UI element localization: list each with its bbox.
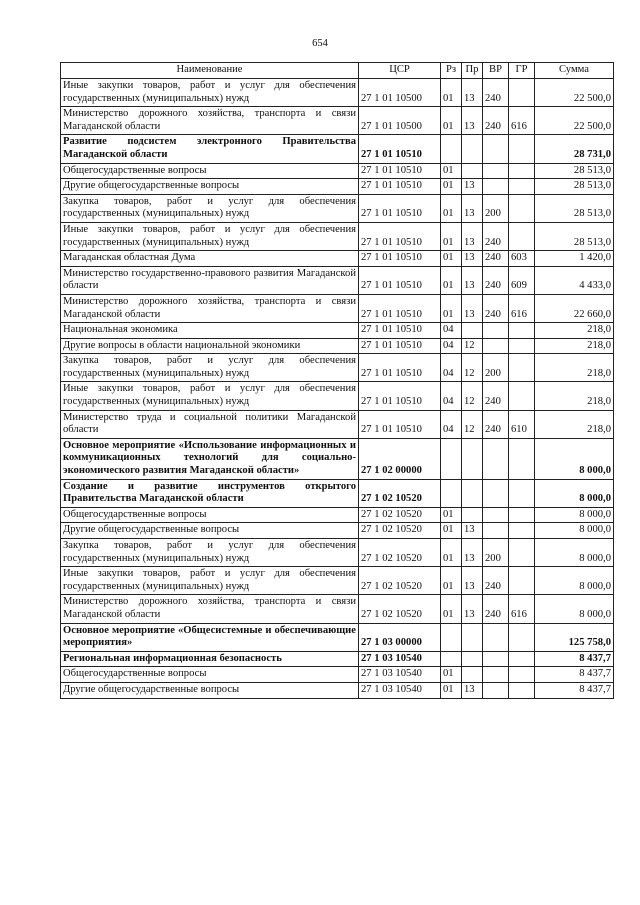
cell-csr: 27 1 02 10520 — [359, 567, 441, 595]
cell-rz: 01 — [441, 595, 462, 623]
cell-sum: 218,0 — [535, 354, 614, 382]
header-name: Наименование — [61, 63, 359, 79]
cell-csr: 27 1 02 10520 — [359, 479, 441, 507]
cell-sum: 218,0 — [535, 338, 614, 354]
cell-vr — [483, 507, 509, 523]
table-row — [61, 623, 614, 651]
table-row — [61, 163, 614, 179]
header-csr: ЦСР — [359, 63, 441, 79]
cell-vr: 240 — [483, 567, 509, 595]
header-pr: Пр — [462, 63, 483, 79]
cell-pr: 13 — [462, 294, 483, 322]
cell-gr — [509, 623, 535, 651]
cell-vr: 240 — [483, 251, 509, 267]
cell-rz: 01 — [441, 507, 462, 523]
cell-gr: 616 — [509, 107, 535, 135]
cell-rz: 01 — [441, 294, 462, 322]
cell-name: Закупка товаров, работ и услуг для обеспечения государственных (муниципальных) нужд — [61, 354, 359, 382]
cell-name: Другие вопросы в области национальной экономики — [61, 338, 359, 354]
cell-rz: 01 — [441, 667, 462, 683]
table-row — [61, 222, 614, 250]
cell-name: Общегосударственные вопросы — [61, 163, 359, 179]
cell-vr: 200 — [483, 539, 509, 567]
table-row — [61, 410, 614, 438]
page-number: 654 — [312, 38, 328, 49]
cell-gr — [509, 667, 535, 683]
cell-pr: 12 — [462, 354, 483, 382]
cell-name: Закупка товаров, работ и услуг для обеспечения государственных (муниципальных) нужд — [61, 539, 359, 567]
table-row — [61, 251, 614, 267]
cell-rz — [441, 623, 462, 651]
cell-gr — [509, 222, 535, 250]
cell-csr: 27 1 01 10510 — [359, 294, 441, 322]
cell-pr: 13 — [462, 567, 483, 595]
cell-sum: 28 731,0 — [535, 135, 614, 163]
cell-name: Иные закупки товаров, работ и услуг для обеспечения государственных (муниципальных) нужд — [61, 79, 359, 107]
cell-vr — [483, 651, 509, 667]
cell-rz — [441, 438, 462, 479]
cell-name: Министерство дорожного хозяйства, транспорта и связи Магаданской области — [61, 294, 359, 322]
cell-csr: 27 1 01 10500 — [359, 79, 441, 107]
cell-sum: 22 660,0 — [535, 294, 614, 322]
cell-csr: 27 1 02 10520 — [359, 539, 441, 567]
header-sum: Сумма — [535, 63, 614, 79]
cell-vr — [483, 479, 509, 507]
table-row — [61, 651, 614, 667]
cell-csr: 27 1 02 10520 — [359, 523, 441, 539]
cell-rz: 04 — [441, 323, 462, 339]
cell-name: Другие общегосударственные вопросы — [61, 682, 359, 698]
table-row — [61, 567, 614, 595]
cell-csr: 27 1 01 10510 — [359, 410, 441, 438]
cell-rz: 01 — [441, 222, 462, 250]
cell-pr: 13 — [462, 179, 483, 195]
cell-gr — [509, 338, 535, 354]
cell-csr: 27 1 01 10510 — [359, 251, 441, 267]
cell-pr: 13 — [462, 107, 483, 135]
cell-gr — [509, 163, 535, 179]
cell-name: Общегосударственные вопросы — [61, 667, 359, 683]
cell-sum: 22 500,0 — [535, 107, 614, 135]
cell-gr — [509, 651, 535, 667]
cell-gr — [509, 438, 535, 479]
cell-csr: 27 1 02 00000 — [359, 438, 441, 479]
cell-rz: 01 — [441, 567, 462, 595]
cell-sum: 22 500,0 — [535, 79, 614, 107]
cell-vr — [483, 179, 509, 195]
cell-name: Основное мероприятие «Использование информационных и коммуникационных технологий для социально-экономического развития Магаданской области» — [61, 438, 359, 479]
cell-rz: 01 — [441, 682, 462, 698]
cell-sum: 28 513,0 — [535, 179, 614, 195]
table-row — [61, 266, 614, 294]
cell-pr: 12 — [462, 338, 483, 354]
cell-gr — [509, 354, 535, 382]
table-row — [61, 523, 614, 539]
table-row — [61, 294, 614, 322]
cell-rz — [441, 479, 462, 507]
cell-vr: 200 — [483, 194, 509, 222]
cell-csr: 27 1 01 10510 — [359, 222, 441, 250]
cell-gr: 609 — [509, 266, 535, 294]
cell-csr: 27 1 03 10540 — [359, 682, 441, 698]
cell-pr — [462, 135, 483, 163]
cell-pr — [462, 667, 483, 683]
header-vr: ВР — [483, 63, 509, 79]
cell-csr: 27 1 03 00000 — [359, 623, 441, 651]
cell-csr: 27 1 03 10540 — [359, 651, 441, 667]
cell-vr — [483, 438, 509, 479]
cell-vr — [483, 523, 509, 539]
table-row — [61, 354, 614, 382]
cell-gr — [509, 323, 535, 339]
cell-pr: 13 — [462, 251, 483, 267]
cell-name: Региональная информационная безопасность — [61, 651, 359, 667]
cell-pr — [462, 323, 483, 339]
cell-sum: 8 000,0 — [535, 523, 614, 539]
table-row — [61, 479, 614, 507]
budget-table — [60, 62, 614, 699]
cell-name: Иные закупки товаров, работ и услуг для обеспечения государственных (муниципальных) нужд — [61, 382, 359, 410]
cell-sum: 8 000,0 — [535, 539, 614, 567]
cell-name: Создание и развитие инструментов открытого Правительства Магаданской области — [61, 479, 359, 507]
cell-rz: 01 — [441, 79, 462, 107]
cell-gr — [509, 567, 535, 595]
table-row — [61, 595, 614, 623]
cell-csr: 27 1 01 10510 — [359, 266, 441, 294]
cell-sum: 28 513,0 — [535, 222, 614, 250]
cell-gr — [509, 179, 535, 195]
cell-sum: 1 420,0 — [535, 251, 614, 267]
cell-name: Магаданская областная Дума — [61, 251, 359, 267]
cell-pr — [462, 163, 483, 179]
cell-csr: 27 1 01 10510 — [359, 135, 441, 163]
header-gr: ГР — [509, 63, 535, 79]
cell-rz — [441, 135, 462, 163]
cell-vr — [483, 323, 509, 339]
cell-name: Министерство труда и социальной политики Магаданской области — [61, 410, 359, 438]
cell-sum: 8 000,0 — [535, 479, 614, 507]
cell-pr: 13 — [462, 222, 483, 250]
cell-gr: 603 — [509, 251, 535, 267]
cell-name: Министерство дорожного хозяйства, транспорта и связи Магаданской области — [61, 107, 359, 135]
cell-sum: 28 513,0 — [535, 194, 614, 222]
cell-pr: 13 — [462, 595, 483, 623]
cell-pr: 12 — [462, 410, 483, 438]
cell-pr: 13 — [462, 266, 483, 294]
cell-gr — [509, 135, 535, 163]
cell-gr — [509, 539, 535, 567]
cell-pr — [462, 507, 483, 523]
cell-rz: 01 — [441, 107, 462, 135]
cell-name: Иные закупки товаров, работ и услуг для обеспечения государственных (муниципальных) нужд — [61, 567, 359, 595]
cell-name: Иные закупки товаров, работ и услуг для обеспечения государственных (муниципальных) нужд — [61, 222, 359, 250]
cell-rz: 04 — [441, 410, 462, 438]
cell-csr: 27 1 02 10520 — [359, 595, 441, 623]
cell-rz: 01 — [441, 523, 462, 539]
cell-vr — [483, 682, 509, 698]
table-row — [61, 338, 614, 354]
cell-rz: 04 — [441, 382, 462, 410]
cell-vr — [483, 667, 509, 683]
cell-sum: 218,0 — [535, 382, 614, 410]
cell-gr: 610 — [509, 410, 535, 438]
cell-rz: 01 — [441, 179, 462, 195]
cell-rz — [441, 651, 462, 667]
cell-vr: 240 — [483, 294, 509, 322]
cell-gr — [509, 523, 535, 539]
cell-gr: 616 — [509, 595, 535, 623]
cell-name: Закупка товаров, работ и услуг для обеспечения государственных (муниципальных) нужд — [61, 194, 359, 222]
cell-csr: 27 1 01 10510 — [359, 323, 441, 339]
cell-pr: 13 — [462, 523, 483, 539]
cell-rz: 04 — [441, 354, 462, 382]
table-row — [61, 667, 614, 683]
cell-vr: 240 — [483, 410, 509, 438]
cell-sum: 8 000,0 — [535, 567, 614, 595]
cell-sum: 218,0 — [535, 410, 614, 438]
cell-sum: 218,0 — [535, 323, 614, 339]
cell-sum: 8 437,7 — [535, 682, 614, 698]
cell-csr: 27 1 01 10510 — [359, 194, 441, 222]
cell-csr: 27 1 02 10520 — [359, 507, 441, 523]
cell-csr: 27 1 01 10510 — [359, 354, 441, 382]
header-rz: Рз — [441, 63, 462, 79]
cell-csr: 27 1 01 10510 — [359, 179, 441, 195]
cell-name: Другие общегосударственные вопросы — [61, 179, 359, 195]
cell-vr — [483, 338, 509, 354]
cell-pr: 13 — [462, 539, 483, 567]
cell-vr: 240 — [483, 222, 509, 250]
table-row — [61, 382, 614, 410]
cell-pr: 12 — [462, 382, 483, 410]
cell-sum: 8 000,0 — [535, 438, 614, 479]
cell-name: Основное мероприятие «Общесистемные и обеспечивающие мероприятия» — [61, 623, 359, 651]
table-row — [61, 179, 614, 195]
cell-rz: 01 — [441, 163, 462, 179]
cell-sum: 8 437,7 — [535, 651, 614, 667]
cell-rz: 01 — [441, 266, 462, 294]
cell-rz: 01 — [441, 194, 462, 222]
cell-vr — [483, 135, 509, 163]
cell-gr — [509, 507, 535, 523]
table-row — [61, 79, 614, 107]
cell-name: Министерство государственно-правового развития Магаданской области — [61, 266, 359, 294]
cell-sum: 8 000,0 — [535, 595, 614, 623]
cell-name: Развитие подсистем электронного Правительства Магаданской области — [61, 135, 359, 163]
cell-pr — [462, 438, 483, 479]
cell-sum: 125 758,0 — [535, 623, 614, 651]
cell-rz: 04 — [441, 338, 462, 354]
table-body — [61, 79, 614, 699]
cell-vr: 240 — [483, 79, 509, 107]
cell-vr: 240 — [483, 382, 509, 410]
cell-pr — [462, 479, 483, 507]
table-row — [61, 135, 614, 163]
cell-csr: 27 1 01 10510 — [359, 338, 441, 354]
cell-gr — [509, 194, 535, 222]
cell-csr: 27 1 01 10500 — [359, 107, 441, 135]
cell-vr: 240 — [483, 595, 509, 623]
cell-vr — [483, 163, 509, 179]
cell-csr: 27 1 01 10510 — [359, 382, 441, 410]
cell-gr: 616 — [509, 294, 535, 322]
table-row — [61, 507, 614, 523]
cell-gr — [509, 479, 535, 507]
cell-vr — [483, 623, 509, 651]
cell-name: Общегосударственные вопросы — [61, 507, 359, 523]
table-row — [61, 682, 614, 698]
cell-rz: 01 — [441, 251, 462, 267]
cell-name: Национальная экономика — [61, 323, 359, 339]
table-row — [61, 107, 614, 135]
cell-vr: 240 — [483, 266, 509, 294]
table-row — [61, 323, 614, 339]
cell-rz: 01 — [441, 539, 462, 567]
cell-name: Министерство дорожного хозяйства, транспорта и связи Магаданской области — [61, 595, 359, 623]
cell-pr — [462, 623, 483, 651]
cell-sum: 8 437,7 — [535, 667, 614, 683]
cell-vr: 240 — [483, 107, 509, 135]
cell-csr: 27 1 03 10540 — [359, 667, 441, 683]
cell-sum: 28 513,0 — [535, 163, 614, 179]
table-row — [61, 194, 614, 222]
cell-gr — [509, 682, 535, 698]
cell-vr: 200 — [483, 354, 509, 382]
cell-name: Другие общегосударственные вопросы — [61, 523, 359, 539]
cell-sum: 8 000,0 — [535, 507, 614, 523]
cell-sum: 4 433,0 — [535, 266, 614, 294]
cell-pr: 13 — [462, 79, 483, 107]
cell-gr — [509, 79, 535, 107]
table-row — [61, 539, 614, 567]
cell-pr: 13 — [462, 682, 483, 698]
table-header-row — [61, 63, 614, 79]
cell-pr: 13 — [462, 194, 483, 222]
table-row — [61, 438, 614, 479]
cell-csr: 27 1 01 10510 — [359, 163, 441, 179]
cell-pr — [462, 651, 483, 667]
cell-gr — [509, 382, 535, 410]
